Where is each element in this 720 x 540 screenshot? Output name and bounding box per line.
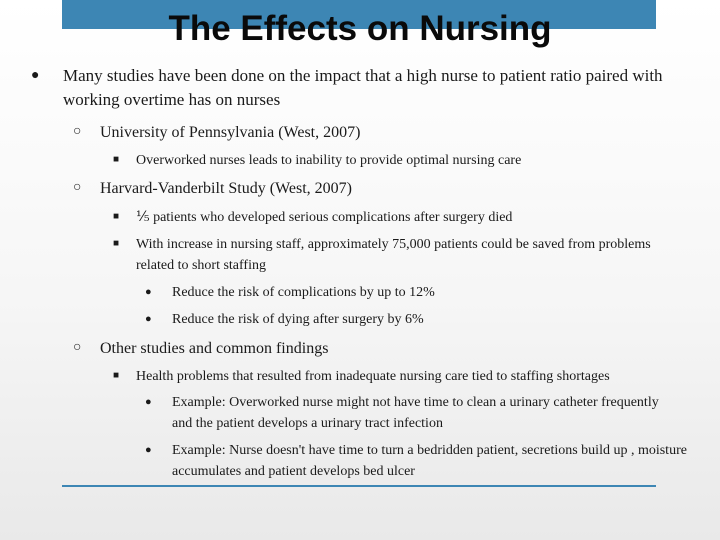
bullet-circle-icon: ○ <box>73 340 82 355</box>
bullet-text: University of Pennsylvania (West, 2007) <box>100 124 361 141</box>
bullet-dot-icon: ● <box>145 286 152 298</box>
bullet-text: Many studies have been done on the impact that a high nurse to patient ratio paired with working overtime has on nurses <box>63 66 663 109</box>
bullet-text: Example: Nurse doesn't have time to turn a bedridden patient, secretions build up , moisture accumulates and patient develops bed ulcer <box>172 443 687 479</box>
bullet-text: Overworked nurses leads to inability to provide optimal nursing care <box>136 153 522 168</box>
bullet-text: With increase in nursing staff, approximately 75,000 patients could be saved from problems related to short staffing <box>136 237 651 273</box>
bullet-circle-icon: ○ <box>73 180 82 195</box>
bullet-text: Health problems that resulted from inadequate nursing care tied to staffing shortages <box>136 369 610 384</box>
bullet-text: ⅕ patients who developed serious complications after surgery died <box>136 210 513 225</box>
bottom-rule <box>62 485 656 487</box>
slide-title: The Effects on Nursing <box>168 9 552 48</box>
bullet-square-icon: ■ <box>113 238 120 249</box>
bullet-text: Reduce the risk of complications by up to 12% <box>172 285 435 300</box>
bullet-dot-icon: ● <box>145 396 152 408</box>
bullet-square-icon: ■ <box>113 211 120 222</box>
bullet-text: Harvard-Vanderbilt Study (West, 2007) <box>100 180 352 197</box>
bullet-square-icon: ■ <box>113 370 120 381</box>
bullet-dot-icon: ● <box>145 444 152 456</box>
bullet-text: Other studies and common findings <box>100 340 329 357</box>
bullet-circle-icon: ○ <box>73 124 82 139</box>
bullet-square-icon: ■ <box>113 154 120 165</box>
bullet-text: Reduce the risk of dying after surgery by 6% <box>172 312 424 327</box>
bullet-dot-icon: ● <box>31 68 40 83</box>
bullet-text: Example: Overworked nurse might not have time to clean a urinary catheter frequently and the patient develops a urinary tract infection <box>172 395 659 431</box>
bullet-dot-icon: ● <box>145 313 152 325</box>
